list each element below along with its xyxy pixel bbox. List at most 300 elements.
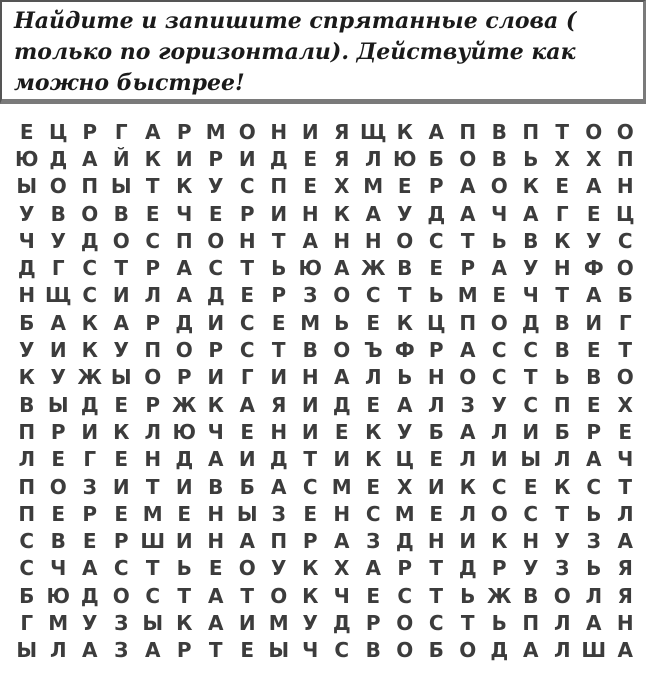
grid-letter: С	[365, 283, 381, 308]
grid-letter: Щ	[359, 119, 387, 144]
grid-letter: С	[82, 283, 98, 308]
grid-letter: А	[208, 583, 224, 608]
grid-letter: З	[271, 501, 286, 526]
grid-letter: К	[459, 474, 476, 499]
grid-letter: У	[82, 610, 98, 635]
grid-letter: Е	[586, 201, 601, 226]
grid-letter: И	[175, 529, 193, 554]
grid-letter: Т	[618, 474, 633, 499]
grid-letter: Ю	[15, 146, 39, 171]
grid-letter: В	[554, 310, 570, 335]
grid-letter: Ч	[617, 447, 634, 472]
grid-letter: П	[144, 338, 162, 363]
grid-letter: Ь	[334, 310, 350, 335]
grid-letter: Ю	[393, 146, 417, 171]
grid-letter: О	[49, 174, 67, 199]
grid-letter: А	[491, 256, 507, 281]
grid-letter: П	[18, 501, 36, 526]
grid-letter: Л	[490, 419, 508, 444]
grid-letter: О	[585, 119, 603, 144]
grid-letter: Л	[427, 392, 445, 417]
grid-letter: О	[490, 310, 508, 335]
grid-letter: Т	[240, 583, 255, 608]
grid-letter: Л	[144, 283, 162, 308]
grid-letter: Б	[428, 638, 444, 663]
grid-letter: В	[50, 201, 66, 226]
grid-letter: О	[175, 338, 193, 363]
grid-letter: А	[113, 310, 129, 335]
grid-letter: М	[205, 119, 226, 144]
grid-letter: В	[397, 256, 413, 281]
grid-letter: Н	[301, 201, 319, 226]
grid-letter: В	[50, 529, 66, 554]
grid-letter: С	[365, 501, 381, 526]
grid-letter: Ц	[426, 310, 446, 335]
grid-letter: О	[459, 638, 477, 663]
grid-letter: Е	[334, 419, 349, 444]
grid-letter: Т	[114, 256, 129, 281]
grid-letter: С	[428, 610, 444, 635]
grid-letter: С	[397, 583, 413, 608]
grid-letter: Я	[334, 119, 350, 144]
grid-letter: Н	[207, 529, 225, 554]
grid-letter: К	[396, 119, 413, 144]
grid-letter: Р	[208, 338, 224, 363]
grid-letter: Л	[49, 638, 67, 663]
grid-letter: С	[239, 310, 255, 335]
grid-letter: Р	[82, 501, 98, 526]
grid-letter: Ы	[268, 638, 290, 663]
grid-letter: В	[19, 392, 35, 417]
grid-letter: У	[50, 365, 66, 390]
grid-letter: И	[333, 447, 351, 472]
grid-letter: Д	[49, 146, 68, 171]
grid-letter: Е	[492, 283, 507, 308]
grid-letter: З	[586, 529, 601, 554]
grid-letter: У	[554, 529, 570, 554]
grid-letter: М	[331, 474, 352, 499]
grid-letter: К	[554, 228, 571, 253]
grid-letter: Л	[364, 365, 382, 390]
grid-letter: К	[396, 310, 413, 335]
grid-letter: С	[491, 474, 507, 499]
grid-letter: Д	[206, 283, 225, 308]
grid-letter: А	[365, 556, 381, 581]
grid-letter: А	[176, 283, 192, 308]
grid-letter: Т	[555, 501, 570, 526]
grid-letter: Л	[144, 419, 162, 444]
grid-letter: Н	[616, 610, 634, 635]
grid-letter: К	[18, 365, 35, 390]
grid-letter: Р	[460, 256, 476, 281]
grid-letter: Л	[364, 146, 382, 171]
grid-letter: О	[459, 146, 477, 171]
grid-letter: Н	[364, 228, 382, 253]
grid-letter: С	[302, 474, 318, 499]
grid-letter: А	[586, 283, 602, 308]
grid-letter: И	[522, 419, 540, 444]
grid-letter: Л	[616, 501, 634, 526]
grid-letter: В	[365, 638, 381, 663]
grid-letter: З	[303, 283, 318, 308]
grid-letter: Ч	[333, 583, 350, 608]
grid-letter: А	[460, 201, 476, 226]
grid-letter: А	[460, 338, 476, 363]
grid-letter: Ы	[142, 610, 164, 635]
grid-letter: З	[114, 610, 129, 635]
grid-letter: У	[271, 556, 287, 581]
grid-letter: Ш	[140, 529, 166, 554]
grid-letter: К	[144, 146, 161, 171]
grid-letter: К	[365, 447, 382, 472]
grid-letter: Х	[586, 146, 602, 171]
grid-letter: О	[112, 583, 130, 608]
grid-letter: Д	[80, 583, 99, 608]
grid-letter: Д	[17, 256, 36, 281]
grid-letter: Р	[397, 556, 413, 581]
grid-letter: Е	[555, 174, 570, 199]
grid-letter: Ч	[522, 283, 539, 308]
grid-letter: Д	[269, 447, 288, 472]
grid-letter: Л	[459, 447, 477, 472]
grid-letter: Е	[618, 419, 633, 444]
grid-letter: М	[48, 610, 69, 635]
grid-letter: Е	[366, 392, 381, 417]
grid-letter: Е	[240, 638, 255, 663]
grid-letter: О	[333, 338, 351, 363]
grid-letter: Н	[301, 365, 319, 390]
grid-letter: Ъ	[363, 338, 383, 363]
grid-letter: Г	[555, 201, 569, 226]
grid-letter: И	[301, 119, 319, 144]
grid-letter: Ф	[583, 256, 604, 281]
grid-letter: К	[113, 419, 130, 444]
grid-letter: И	[207, 365, 225, 390]
grid-letter: В	[554, 338, 570, 363]
grid-letter: П	[522, 610, 540, 635]
grid-letter: Ь	[271, 256, 287, 281]
grid-letter: У	[208, 174, 224, 199]
grid-letter: О	[396, 228, 414, 253]
grid-letter: А	[208, 447, 224, 472]
grid-letter: Д	[80, 228, 99, 253]
grid-letter: Д	[332, 610, 351, 635]
grid-letter: Н	[616, 174, 634, 199]
grid-letter: Т	[145, 556, 160, 581]
grid-letter: У	[523, 556, 539, 581]
grid-letter: Е	[240, 283, 255, 308]
grid-letter: Ь	[176, 556, 192, 581]
grid-letter: У	[586, 228, 602, 253]
grid-letter: Ь	[554, 365, 570, 390]
grid-letter: Ь	[491, 228, 507, 253]
grid-letter: В	[491, 146, 507, 171]
grid-letter: В	[523, 583, 539, 608]
grid-letter: Т	[460, 610, 475, 635]
grid-letter: Е	[303, 174, 318, 199]
grid-letter: Р	[365, 610, 381, 635]
grid-letter: И	[270, 365, 288, 390]
grid-letter: Б	[617, 283, 633, 308]
grid-letter: Ь	[586, 501, 602, 526]
grid-letter: И	[301, 419, 319, 444]
grid-letter: И	[238, 146, 256, 171]
grid-letter: О	[238, 119, 256, 144]
grid-letter: Ь	[586, 556, 602, 581]
grid-letter: К	[207, 392, 224, 417]
grid-letter: А	[397, 392, 413, 417]
grid-letter: Е	[429, 501, 444, 526]
grid-letter: Ч	[302, 638, 319, 663]
grid-letter: Н	[270, 419, 288, 444]
grid-letter: С	[523, 501, 539, 526]
grid-letter: Ю	[172, 419, 196, 444]
grid-letter: Ч	[207, 419, 224, 444]
grid-letter: О	[396, 638, 414, 663]
grid-letter: Ы	[16, 174, 38, 199]
grid-letter: В	[113, 201, 129, 226]
grid-letter: И	[238, 610, 256, 635]
grid-letter: З	[460, 392, 475, 417]
grid-letter: О	[49, 474, 67, 499]
grid-letter: О	[490, 501, 508, 526]
grid-letter: Ч	[50, 556, 67, 581]
grid-letter: Е	[303, 501, 318, 526]
grid-letter: Д	[269, 146, 288, 171]
grid-letter: Д	[521, 310, 540, 335]
grid-letter: К	[176, 610, 193, 635]
grid-letter: Р	[491, 556, 507, 581]
grid-letter: У	[523, 256, 539, 281]
grid-letter: Е	[429, 447, 444, 472]
grid-letter: А	[82, 638, 98, 663]
grid-letter: А	[208, 610, 224, 635]
grid-letter: Я	[271, 392, 287, 417]
grid-letter: С	[491, 365, 507, 390]
grid-letter: Л	[18, 447, 36, 472]
grid-letter: П	[616, 146, 634, 171]
grid-letter: О	[112, 228, 130, 253]
grid-letter: К	[81, 310, 98, 335]
grid-letter: П	[18, 474, 36, 499]
grid-letter: Т	[271, 338, 286, 363]
grid-letter: К	[365, 419, 382, 444]
grid-letter: Г	[83, 447, 97, 472]
grid-letter: Е	[366, 474, 381, 499]
grid-letter: Р	[176, 638, 192, 663]
grid-letter: А	[586, 610, 602, 635]
grid-letter: А	[428, 119, 444, 144]
grid-letter: Р	[428, 338, 444, 363]
grid-letter: С	[113, 556, 129, 581]
word-search-grid	[11, 118, 641, 664]
grid-letter: Р	[586, 419, 602, 444]
grid-letter: Т	[429, 583, 444, 608]
grid-letter: Т	[271, 228, 286, 253]
grid-letter: Р	[302, 529, 318, 554]
grid-letter: П	[522, 119, 540, 144]
grid-letter: Ц	[395, 447, 415, 472]
grid-letter: С	[617, 228, 633, 253]
grid-letter: Р	[176, 119, 192, 144]
grid-letter: Н	[238, 228, 256, 253]
grid-letter: Н	[522, 529, 540, 554]
grid-letter: Я	[617, 556, 633, 581]
grid-letter: М	[394, 501, 415, 526]
grid-letter: А	[145, 119, 161, 144]
grid-letter: Ц	[48, 119, 68, 144]
grid-letter: У	[491, 392, 507, 417]
grid-letter: К	[302, 556, 319, 581]
grid-letter: В	[523, 228, 539, 253]
grid-letter: Е	[51, 501, 66, 526]
grid-letter: И	[207, 310, 225, 335]
grid-letter: Е	[271, 310, 286, 335]
grid-letter: Н	[144, 447, 162, 472]
grid-letter: Р	[239, 201, 255, 226]
grid-letter: Ч	[491, 201, 508, 226]
grid-letter: Д	[458, 556, 477, 581]
grid-letter: О	[490, 174, 508, 199]
grid-letter: Г	[51, 256, 65, 281]
grid-letter: Р	[208, 146, 224, 171]
grid-letter: Р	[271, 283, 287, 308]
grid-letter: А	[271, 474, 287, 499]
grid-letter: Т	[145, 174, 160, 199]
grid-letter: Д	[427, 201, 446, 226]
grid-letter: Е	[240, 419, 255, 444]
grid-letter: Ы	[520, 447, 542, 472]
grid-letter: К	[333, 201, 350, 226]
grid-letter: Г	[240, 365, 254, 390]
grid-letter: А	[302, 228, 318, 253]
grid-letter: Х	[617, 392, 633, 417]
grid-letter: Р	[145, 310, 161, 335]
grid-letter: Е	[51, 447, 66, 472]
grid-letter: Я	[334, 146, 350, 171]
grid-letter: Б	[19, 583, 35, 608]
grid-letter: Ь	[397, 365, 413, 390]
grid-letter: У	[302, 610, 318, 635]
grid-letter: Ф	[394, 338, 415, 363]
grid-letter: М	[142, 501, 163, 526]
grid-letter: В	[491, 119, 507, 144]
grid-letter: Н	[553, 256, 571, 281]
grid-letter: З	[114, 638, 129, 663]
grid-letter: А	[523, 201, 539, 226]
grid-letter: Д	[175, 310, 194, 335]
grid-letter: Т	[460, 228, 475, 253]
grid-letter: Х	[334, 556, 350, 581]
grid-letter: И	[175, 146, 193, 171]
grid-letter: И	[81, 419, 99, 444]
grid-letter: Д	[80, 392, 99, 417]
grid-letter: Ж	[77, 365, 102, 390]
grid-letter: Р	[145, 392, 161, 417]
grid-letter: З	[366, 529, 381, 554]
grid-letter: З	[82, 474, 97, 499]
grid-letter: С	[19, 556, 35, 581]
grid-letter: Е	[366, 583, 381, 608]
grid-letter: А	[617, 638, 633, 663]
grid-letter: Е	[429, 256, 444, 281]
grid-letter: К	[302, 583, 319, 608]
grid-letter: А	[586, 447, 602, 472]
grid-letter: Е	[208, 201, 223, 226]
grid-letter: С	[239, 174, 255, 199]
grid-letter: Т	[555, 283, 570, 308]
grid-letter: Л	[553, 447, 571, 472]
grid-letter: С	[145, 583, 161, 608]
grid-letter: О	[396, 610, 414, 635]
grid-letter: А	[82, 556, 98, 581]
grid-letter: Ь	[428, 283, 444, 308]
grid-letter: В	[586, 365, 602, 390]
grid-letter: П	[270, 174, 288, 199]
instruction-box	[0, 0, 646, 104]
grid-letter: О	[270, 583, 288, 608]
grid-letter: И	[459, 529, 477, 554]
grid-letter: А	[586, 174, 602, 199]
grid-letter: Н	[270, 119, 288, 144]
grid-letter: Т	[208, 638, 223, 663]
grid-letter: С	[491, 338, 507, 363]
grid-letter: Ь	[491, 610, 507, 635]
grid-letter: А	[365, 201, 381, 226]
grid-letter: А	[239, 392, 255, 417]
grid-letter: М	[268, 610, 289, 635]
grid-letter: П	[459, 310, 477, 335]
grid-letter: Л	[585, 583, 603, 608]
grid-letter: Е	[523, 474, 538, 499]
grid-letter: Е	[145, 201, 160, 226]
grid-letter: А	[334, 256, 350, 281]
grid-letter: П	[81, 174, 99, 199]
grid-letter: О	[616, 256, 634, 281]
grid-letter: С	[523, 338, 539, 363]
grid-letter: С	[334, 638, 350, 663]
grid-letter: Т	[397, 283, 412, 308]
grid-letter: У	[50, 228, 66, 253]
grid-letter: А	[334, 365, 350, 390]
grid-letter: П	[553, 392, 571, 417]
grid-letter: П	[459, 119, 477, 144]
grid-letter: К	[176, 174, 193, 199]
grid-letter: Ы	[47, 392, 69, 417]
grid-letter: И	[585, 310, 603, 335]
grid-letter: А	[460, 419, 476, 444]
grid-letter: К	[491, 529, 508, 554]
grid-letter: И	[49, 338, 67, 363]
grid-letter: Щ	[44, 283, 72, 308]
grid-letter: Е	[586, 338, 601, 363]
grid-letter: Ю	[298, 256, 322, 281]
grid-letter: Н	[427, 365, 445, 390]
grid-letter: А	[50, 310, 66, 335]
grid-letter: Б	[239, 474, 255, 499]
grid-letter: С	[239, 338, 255, 363]
grid-letter: И	[175, 474, 193, 499]
grid-letter: У	[19, 338, 35, 363]
grid-letter: Н	[333, 228, 351, 253]
grid-letter: Р	[145, 256, 161, 281]
grid-letter: Г	[114, 119, 128, 144]
grid-letter: Ь	[460, 583, 476, 608]
grid-letter: Т	[523, 365, 538, 390]
grid-letter: Б	[554, 419, 570, 444]
grid-letter: У	[397, 419, 413, 444]
grid-letter: Х	[334, 174, 350, 199]
